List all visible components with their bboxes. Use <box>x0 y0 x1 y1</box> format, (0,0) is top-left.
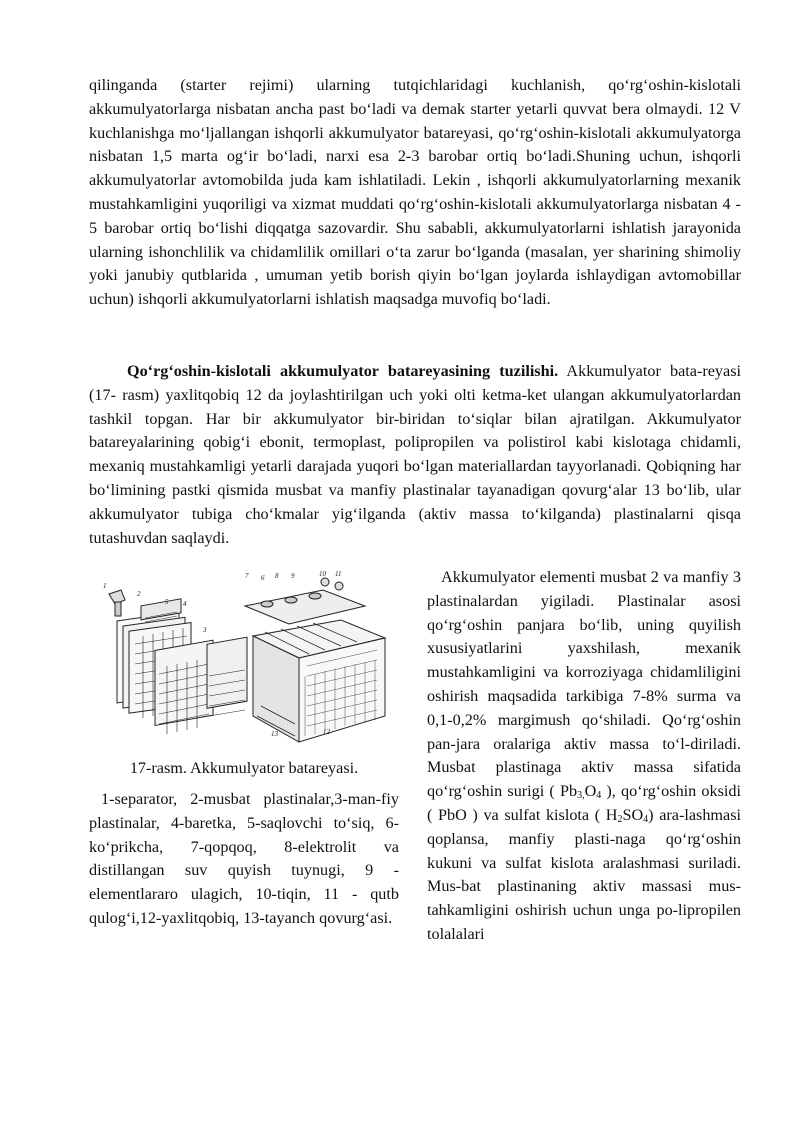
figure-legend: 1-separator, 2-musbat plastinalar,3-man-fiy plastinalar, 4-baretka, 5-saqlovchi to‘siq, 6-ko‘prikcha, 7-qopqoq, 8-elektrolit va distillangan suv quyish tuynugi, 9 - elementlararo ulagich, 10-tiqin, 11 - qutb qulog‘i,12-yaxlitqobiq, 13-tayanch qovurg‘asi. <box>89 790 399 927</box>
figure-number-6: 6 <box>261 574 265 582</box>
right-text-part-3: ), qo‘rg‘oshin oksidi ( PbO ) va sulfat kislota ( H <box>427 782 741 824</box>
subscript-h2: 2 <box>617 813 623 825</box>
monoblock-case <box>253 620 385 742</box>
battery-illustration <box>95 566 397 744</box>
figure-number-9: 9 <box>291 572 295 580</box>
subscript-so4: 4 <box>643 813 649 825</box>
paragraph-2-body: Akkumulyator bata-reyasi (17- rasm) yaxlitqobiq 12 da joylashtirilgan uch yoki olti ketma-ket ulangan akkumulyatorlardan tashkil topgan. Har bir akkumulyator bir-biridan to‘siqlar bilan ajratilgan. Akkumulyator batareyalarining qobig‘i ebonit, termoplast, polipropilen va polistirol kabi kislotaga chidamli, mexaniq mustahkamligi yetarli darajada yuqori bo‘lgan materiallardan tayyorlanadi. Qobiqning har bo‘limining pastki qismida musbat va manfiy plastinalar tayanadigan qovurg‘alar 13 bo‘lib, ular akkumulyator tubiga cho‘kmalar yig‘ilganda (aktiv massa to‘kilganda) plastinalarni qisqa tutashuvdan saqlaydi. <box>89 362 741 547</box>
section-heading: Qo‘rg‘oshin-kislotali akkumulyator batareyasining tuzilishi. <box>127 362 559 380</box>
right-text-part-1: Akkumulyator elementi musbat 2 va manfiy 3 plastinalardan yigiladi. Plastinalar asosi qo‘rg‘oshin panjara bo‘lib, uning quyilish xususiyatlarini yaxshilash, mexanik mustahkamligini va korroziyaga chidamliligini oshirish maqsadida tarkibiga 7-8% surma va 0,1-0,2% margimush qo‘shiladi. Qo‘rg‘oshin pan-jara oralariga aktiv massa to‘l-diriladi. Musbat plastinaga aktiv massa sifatida qo‘rg‘oshin surigi ( Pb <box>427 568 741 801</box>
right-text-part-4: SO <box>622 805 644 824</box>
figure-number-10: 10 <box>319 570 326 578</box>
subscript-pb3: 3, <box>577 790 585 802</box>
figure-number-7: 7 <box>245 572 249 580</box>
right-column-text <box>427 566 741 947</box>
subscript-o4: 4 <box>596 790 602 802</box>
right-text-part-5: ) ara-lashmasi qoplansa, manfiy plasti-naga qo‘rg‘oshin kukuni va sulfat kislota aralashmasi suriladi. Mus-bat plastinaning aktiv massasi mus-tahkamligini oshirish uchun unga po-lipropilen tolalalari <box>427 805 741 943</box>
paragraph-2 <box>89 360 741 550</box>
figure-number-8: 8 <box>275 572 279 580</box>
figure-caption: 17-rasm. Akkumulyator batareyasi. <box>129 759 359 777</box>
figure-number-3: 3 <box>203 626 207 634</box>
figure-number-1: 1 <box>103 582 107 590</box>
figure-number-11: 11 <box>335 570 342 578</box>
plate-stack-right <box>207 637 247 716</box>
right-text-part-2: O <box>584 782 597 801</box>
figure-number-12: 12 <box>323 728 330 736</box>
battery-cover <box>245 578 365 624</box>
figure-number-4: 4 <box>183 600 187 608</box>
plate-stack-middle <box>155 640 213 734</box>
figure-number-13: 13 <box>271 730 278 738</box>
paragraph-1: qilinganda (starter rejimi) ularning tutqichlaridagi kuchlanish, qo‘rg‘oshin-kislotali akkumulyatorlarga nisbatan ancha past bo‘ladi va demak starter yetarli quvvat bera olmaydi. 12 V kuchlanishga mo‘ljallangan ishqorli akkumulyator batareyasi, qo‘rg‘oshin-kislotali akkumulyatorga nisbatan 1,5 marta og‘ir bo‘ladi, narxi esa 2-3 barobar ortiq bo‘ladi.Shuning uchun, ishqorli akkumulyatorlar avtomobilda juda kam ishlatiladi. Lekin , ishqorli akkumulyatorlarning mexanik mustahkamligini yuqoriligi va xizmat muddati qo‘rg‘oshin-kislotali akkumulyatorlarga nisbatan 4 - 5 barobar ortiq bo‘lishi diqqatga sazovardir. Shu sababli, akkumulyatorlarni ishlatish jarayonida ularning ishonchlilik va chidamlilik omillari o‘ta zarur bo‘lganda (masalan, yer sharining shimoliy yoki janubiy qutblarida , umuman yetib borish qiyin bo‘lgan joylarda ishlaydigan avtomobillar uchun) ishqorli akkumulyatorlarni ishlatish maqsadga muvofiq bo‘ladi. <box>89 76 741 309</box>
pole-terminal <box>109 590 125 616</box>
figure-number-5: 5 <box>165 598 169 606</box>
figure-number-2: 2 <box>137 590 141 598</box>
